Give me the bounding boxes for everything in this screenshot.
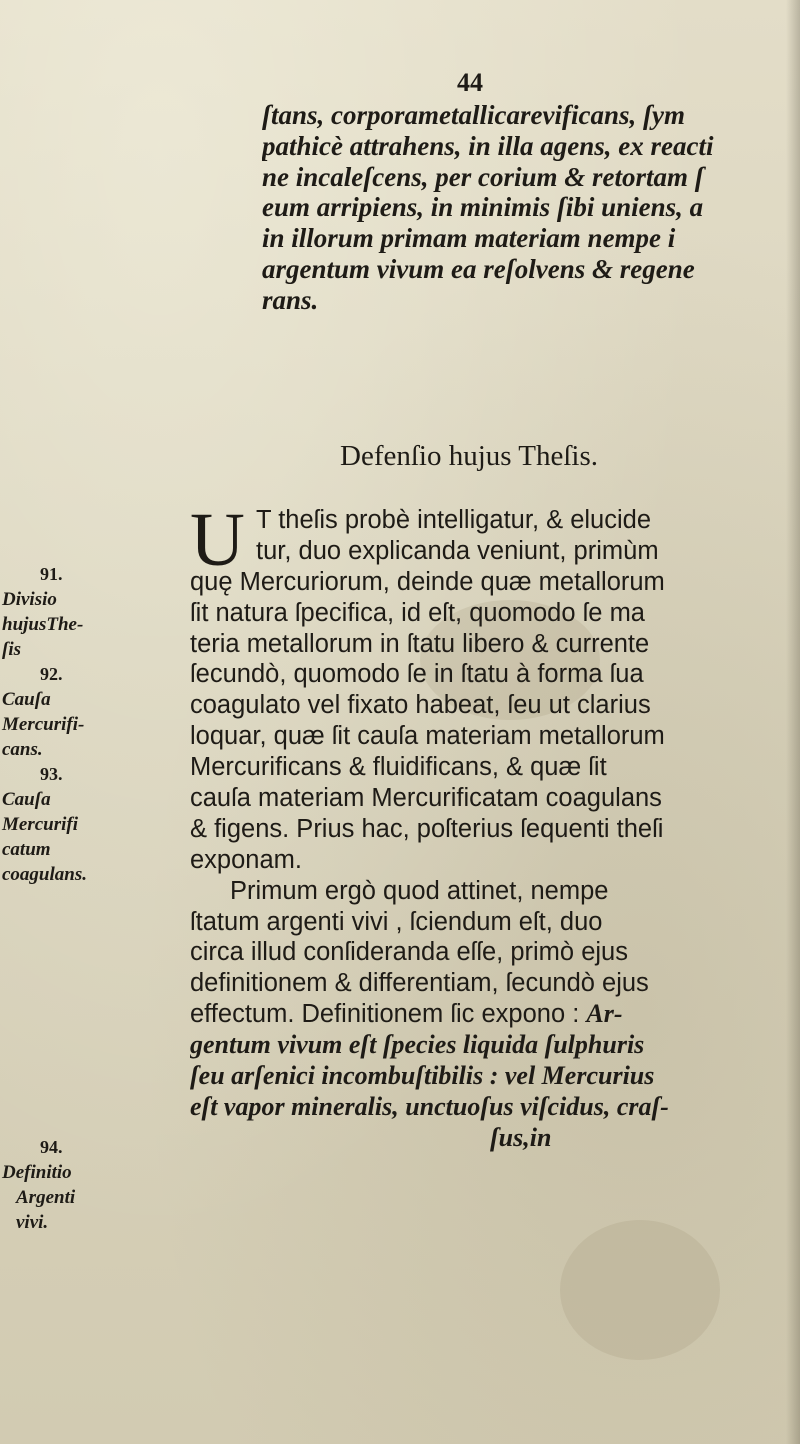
text-line: ſecundò, quomodo ſe in ſtatu à forma ſua <box>190 660 644 689</box>
margin-note-92 <box>2 662 162 762</box>
text-line: Primum ergò quod attinet, nempe <box>230 876 609 905</box>
text-line: rans. <box>262 284 319 315</box>
margin-label: catum <box>2 839 51 860</box>
margin-label: Definitio <box>2 1162 72 1183</box>
text-line: ſtatum argenti vivi , ſciendum eſt, duo <box>190 907 603 936</box>
margin-label: Cauſa <box>2 789 51 810</box>
body-text <box>190 498 795 1154</box>
text-line: cauſa materiam Mercurificatam coagulans <box>190 784 662 813</box>
margin-label: Argenti <box>16 1187 76 1208</box>
margin-number: 94. <box>40 1137 63 1157</box>
definition-line: gentum vivum eſt ſpecies liquida ſulphuris <box>190 1030 645 1060</box>
margin-label: hujusThe- <box>2 614 84 635</box>
definition-line: ſus,in <box>490 1122 552 1152</box>
margin-number: 92. <box>40 664 63 684</box>
text-line: teria metallorum in ſtatu libero & currente <box>190 629 650 658</box>
page-number: 44 <box>457 68 483 97</box>
definition-line: ſeu arſenici incombuſtibilis : vel Mercurius <box>190 1061 655 1091</box>
text-line: quę Mercuriorum, deinde quæ metallorum <box>190 567 665 596</box>
text-line: in illorum primam materiam nempe i <box>262 223 676 254</box>
text-line: loquar, quæ ſit cauſa materiam metallorum <box>190 722 665 751</box>
text-line: eum arripiens, in minimis ſibi uniens, a <box>262 192 704 223</box>
text-line: argentum vivum ea reſolvens & regene <box>262 253 695 284</box>
margin-number: 91. <box>40 564 63 584</box>
text-line: definitionem & differentiam, ſecundò ejus <box>190 969 649 998</box>
margin-note-93 <box>2 762 162 887</box>
margin-note-94 <box>2 1135 162 1235</box>
definition-start: Ar- <box>586 999 623 1029</box>
text-line: circa illud conſideranda eſſe, primò ejus <box>190 938 628 967</box>
margin-number: 93. <box>40 764 63 784</box>
text-line: ſtans, corporametallicarevificans, ſym <box>262 100 685 130</box>
text-line: ſit natura ſpecifica, id eſt, quomodo ſe ma <box>190 598 645 627</box>
paper-stain <box>560 1220 720 1360</box>
margin-label: ſis <box>2 639 21 660</box>
margin-label: coagulans. <box>2 864 87 885</box>
text-line: Mercurificans & fluidificans, & quæ ſit <box>190 753 607 782</box>
definition-line: eſt vapor mineralis, unctuoſus viſcidus, craſ- <box>190 1091 669 1121</box>
drop-capital: U <box>190 498 245 582</box>
text-line: & figens. Prius hac, poſterius ſequenti theſi <box>190 814 664 843</box>
margin-label: Mercurifi- <box>2 714 85 735</box>
margin-label: Mercurifi <box>2 814 78 835</box>
text-span: effectum. Definitionem ſic expono : <box>190 1000 580 1029</box>
thesis-continuation <box>262 100 792 316</box>
margin-label: cans. <box>2 739 43 760</box>
text-line: exponam. <box>190 845 302 874</box>
margin-label: Cauſa <box>2 689 51 710</box>
margin-label: vivi. <box>16 1212 49 1233</box>
section-heading: Defenſio hujus Theſis. <box>340 440 599 472</box>
text-line: ne incaleſcens, per corium & retortam ſ <box>262 161 704 192</box>
text-line <box>190 999 795 1030</box>
text-line: tur, duo explicanda veniunt, primùm <box>256 536 659 565</box>
text-line: coagulato vel fixato habeat, ſeu ut clarius <box>190 691 651 720</box>
margin-label: Divisio <box>2 589 57 610</box>
text-line: pathicè attrahens, in illa agens, ex reacti <box>262 130 714 161</box>
text-line: T theſis probè intelligatur, & elucide <box>256 506 652 534</box>
margin-note-91 <box>2 562 162 662</box>
